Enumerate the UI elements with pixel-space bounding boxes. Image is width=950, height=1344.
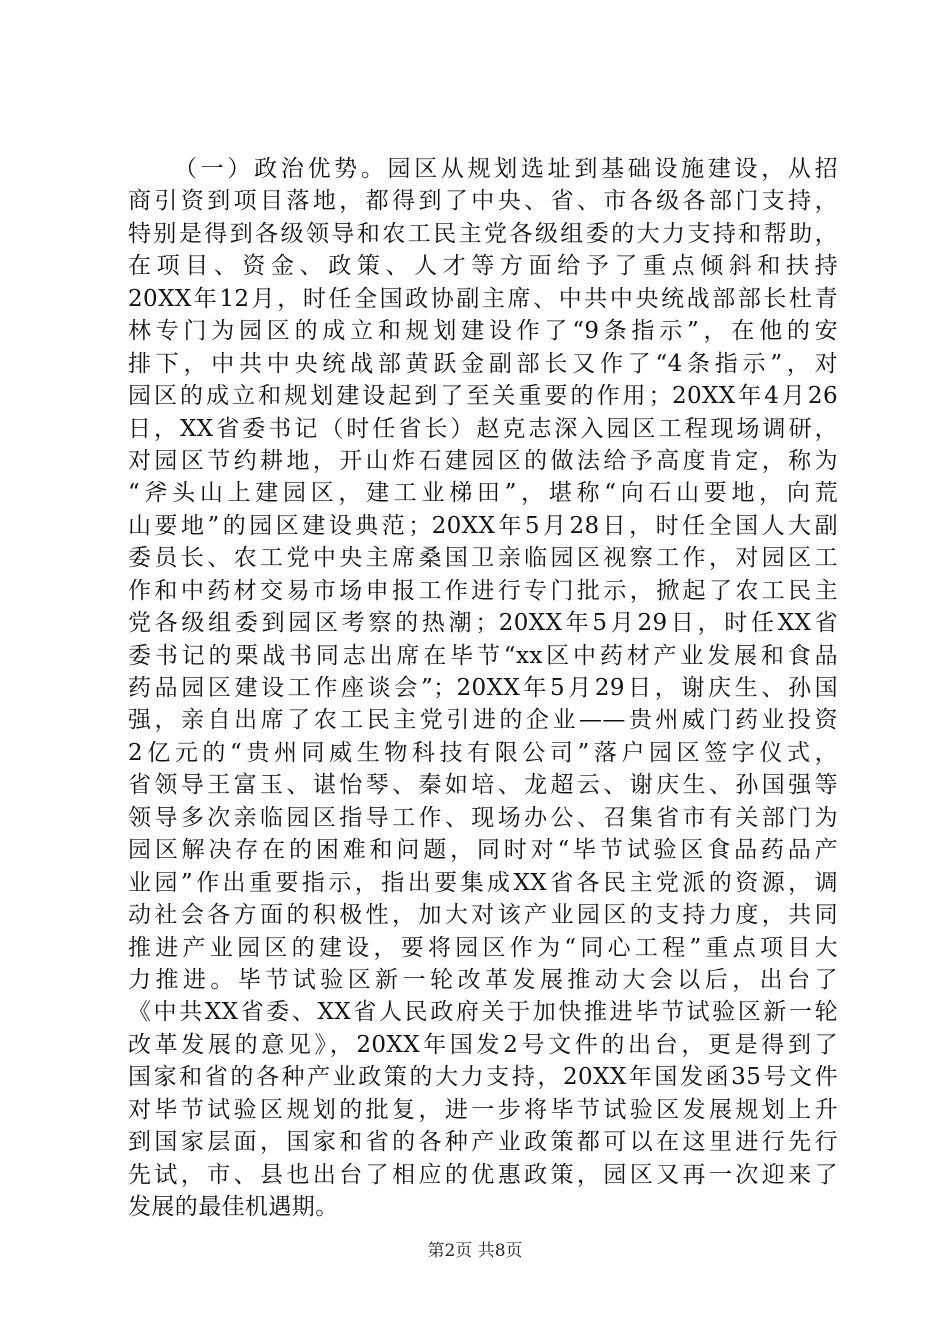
paragraph-line: 领导多次亲临园区指导工作、现场办公、召集省市有关部门为 bbox=[128, 804, 838, 831]
paragraph-line: 商引资到项目落地，都得到了中央、省、市各级各部门支持， bbox=[128, 188, 838, 215]
paragraph-line: 委员长、农工党中央主席桑国卫亲临园区视察工作，对园区工 bbox=[128, 545, 838, 572]
paragraph-line: 业园”作出重要指示，指出要集成XX省各民主党派的资源，调 bbox=[128, 869, 838, 896]
paragraph-line: 省领导王富玉、谌怡琴、秦如培、龙超云、谢庆生、孙国强等 bbox=[128, 772, 838, 799]
paragraph-line: 先试，市、县也出台了相应的优惠政策，园区又再一次迎来了 bbox=[128, 1161, 838, 1188]
paragraph-line: 园区的成立和规划建设起到了至关重要的作用；20XX年4月26 bbox=[128, 383, 838, 410]
paragraph-line: 推进产业园区的建设，要将园区作为“同心工程”重点项目大 bbox=[128, 934, 838, 961]
paragraph-line: 强，亲自出席了农工民主党引进的企业——贵州威门药业投资 bbox=[128, 707, 838, 734]
paragraph-line: 对毕节试验区规划的批复，进一步将毕节试验区发展规划上升 bbox=[128, 1096, 838, 1123]
paragraph-line: 2亿元的“贵州同威生物科技有限公司”落户园区签字仪式， bbox=[128, 739, 838, 766]
paragraph-line: 排下，中共中央统战部黄跃金副部长又作了“4条指示”，对 bbox=[128, 350, 838, 377]
paragraph-line: 发展的最佳机遇期。 bbox=[128, 1194, 339, 1220]
page-footer: 第2页 共8页 bbox=[427, 1241, 523, 1261]
paragraph-line: 对园区节约耕地，开山炸石建园区的做法给予高度肯定，称为 bbox=[128, 447, 838, 474]
paragraph-line: 特别是得到各级领导和农工民主党各级组委的大力支持和帮助， bbox=[128, 220, 838, 247]
paragraph-line: 园区解决存在的困难和问题，同时对“毕节试验区食品药品产 bbox=[128, 837, 838, 864]
paragraph-line: “斧头山上建园区，建工业梯田”，堪称“向石山要地，向荒 bbox=[128, 480, 838, 507]
paragraph-line: 山要地”的园区建设典范；20XX年5月28日，时任全国人大副 bbox=[128, 512, 838, 539]
paragraph-line: 作和中药材交易市场申报工作进行专门批示，掀起了农工民主 bbox=[128, 577, 838, 604]
paragraph-line: 委书记的栗战书同志出席在毕节“xx区中药材产业发展和食品 bbox=[128, 642, 838, 669]
paragraph-line: 《中共XX省委、XX省人民政府关于加快推进毕节试验区新一轮 bbox=[128, 999, 838, 1026]
paragraph-line: 药品园区建设工作座谈会”；20XX年5月29日，谢庆生、孙国 bbox=[128, 675, 838, 701]
paragraph-line: 力推进。毕节试验区新一轮改革发展推动大会以后，出台了 bbox=[128, 966, 838, 993]
paragraph-line: 在项目、资金、政策、人才等方面给予了重点倾斜和扶持 bbox=[128, 253, 838, 280]
body-paragraph bbox=[128, 153, 838, 1223]
paragraph-line: 动社会各方面的积极性，加大对该产业园区的支持力度，共同 bbox=[128, 902, 838, 929]
paragraph-line: 国家和省的各种产业政策的大力支持，20XX年国发函35号文件 bbox=[128, 1064, 838, 1091]
paragraph-line: 改革发展的意见》，20XX年国发2号文件的出台，更是得到了 bbox=[128, 1031, 838, 1058]
paragraph-line: 日，XX省委书记（时任省长）赵克志深入园区工程现场调研， bbox=[128, 415, 838, 442]
paragraph-line: 20XX年12月，时任全国政协副主席、中共中央统战部部长杜青 bbox=[128, 285, 838, 312]
paragraph-line: 到国家层面，国家和省的各种产业政策都可以在这里进行先行 bbox=[128, 1129, 838, 1156]
paragraph-line: （一）政治优势。园区从规划选址到基础设施建设，从招 bbox=[174, 156, 838, 182]
paragraph-line: 林专门为园区的成立和规划建设作了“9条指示”，在他的安 bbox=[128, 318, 838, 345]
paragraph-line: 党各级组委到园区考察的热潮；20XX年5月29日，时任XX省 bbox=[128, 610, 838, 637]
